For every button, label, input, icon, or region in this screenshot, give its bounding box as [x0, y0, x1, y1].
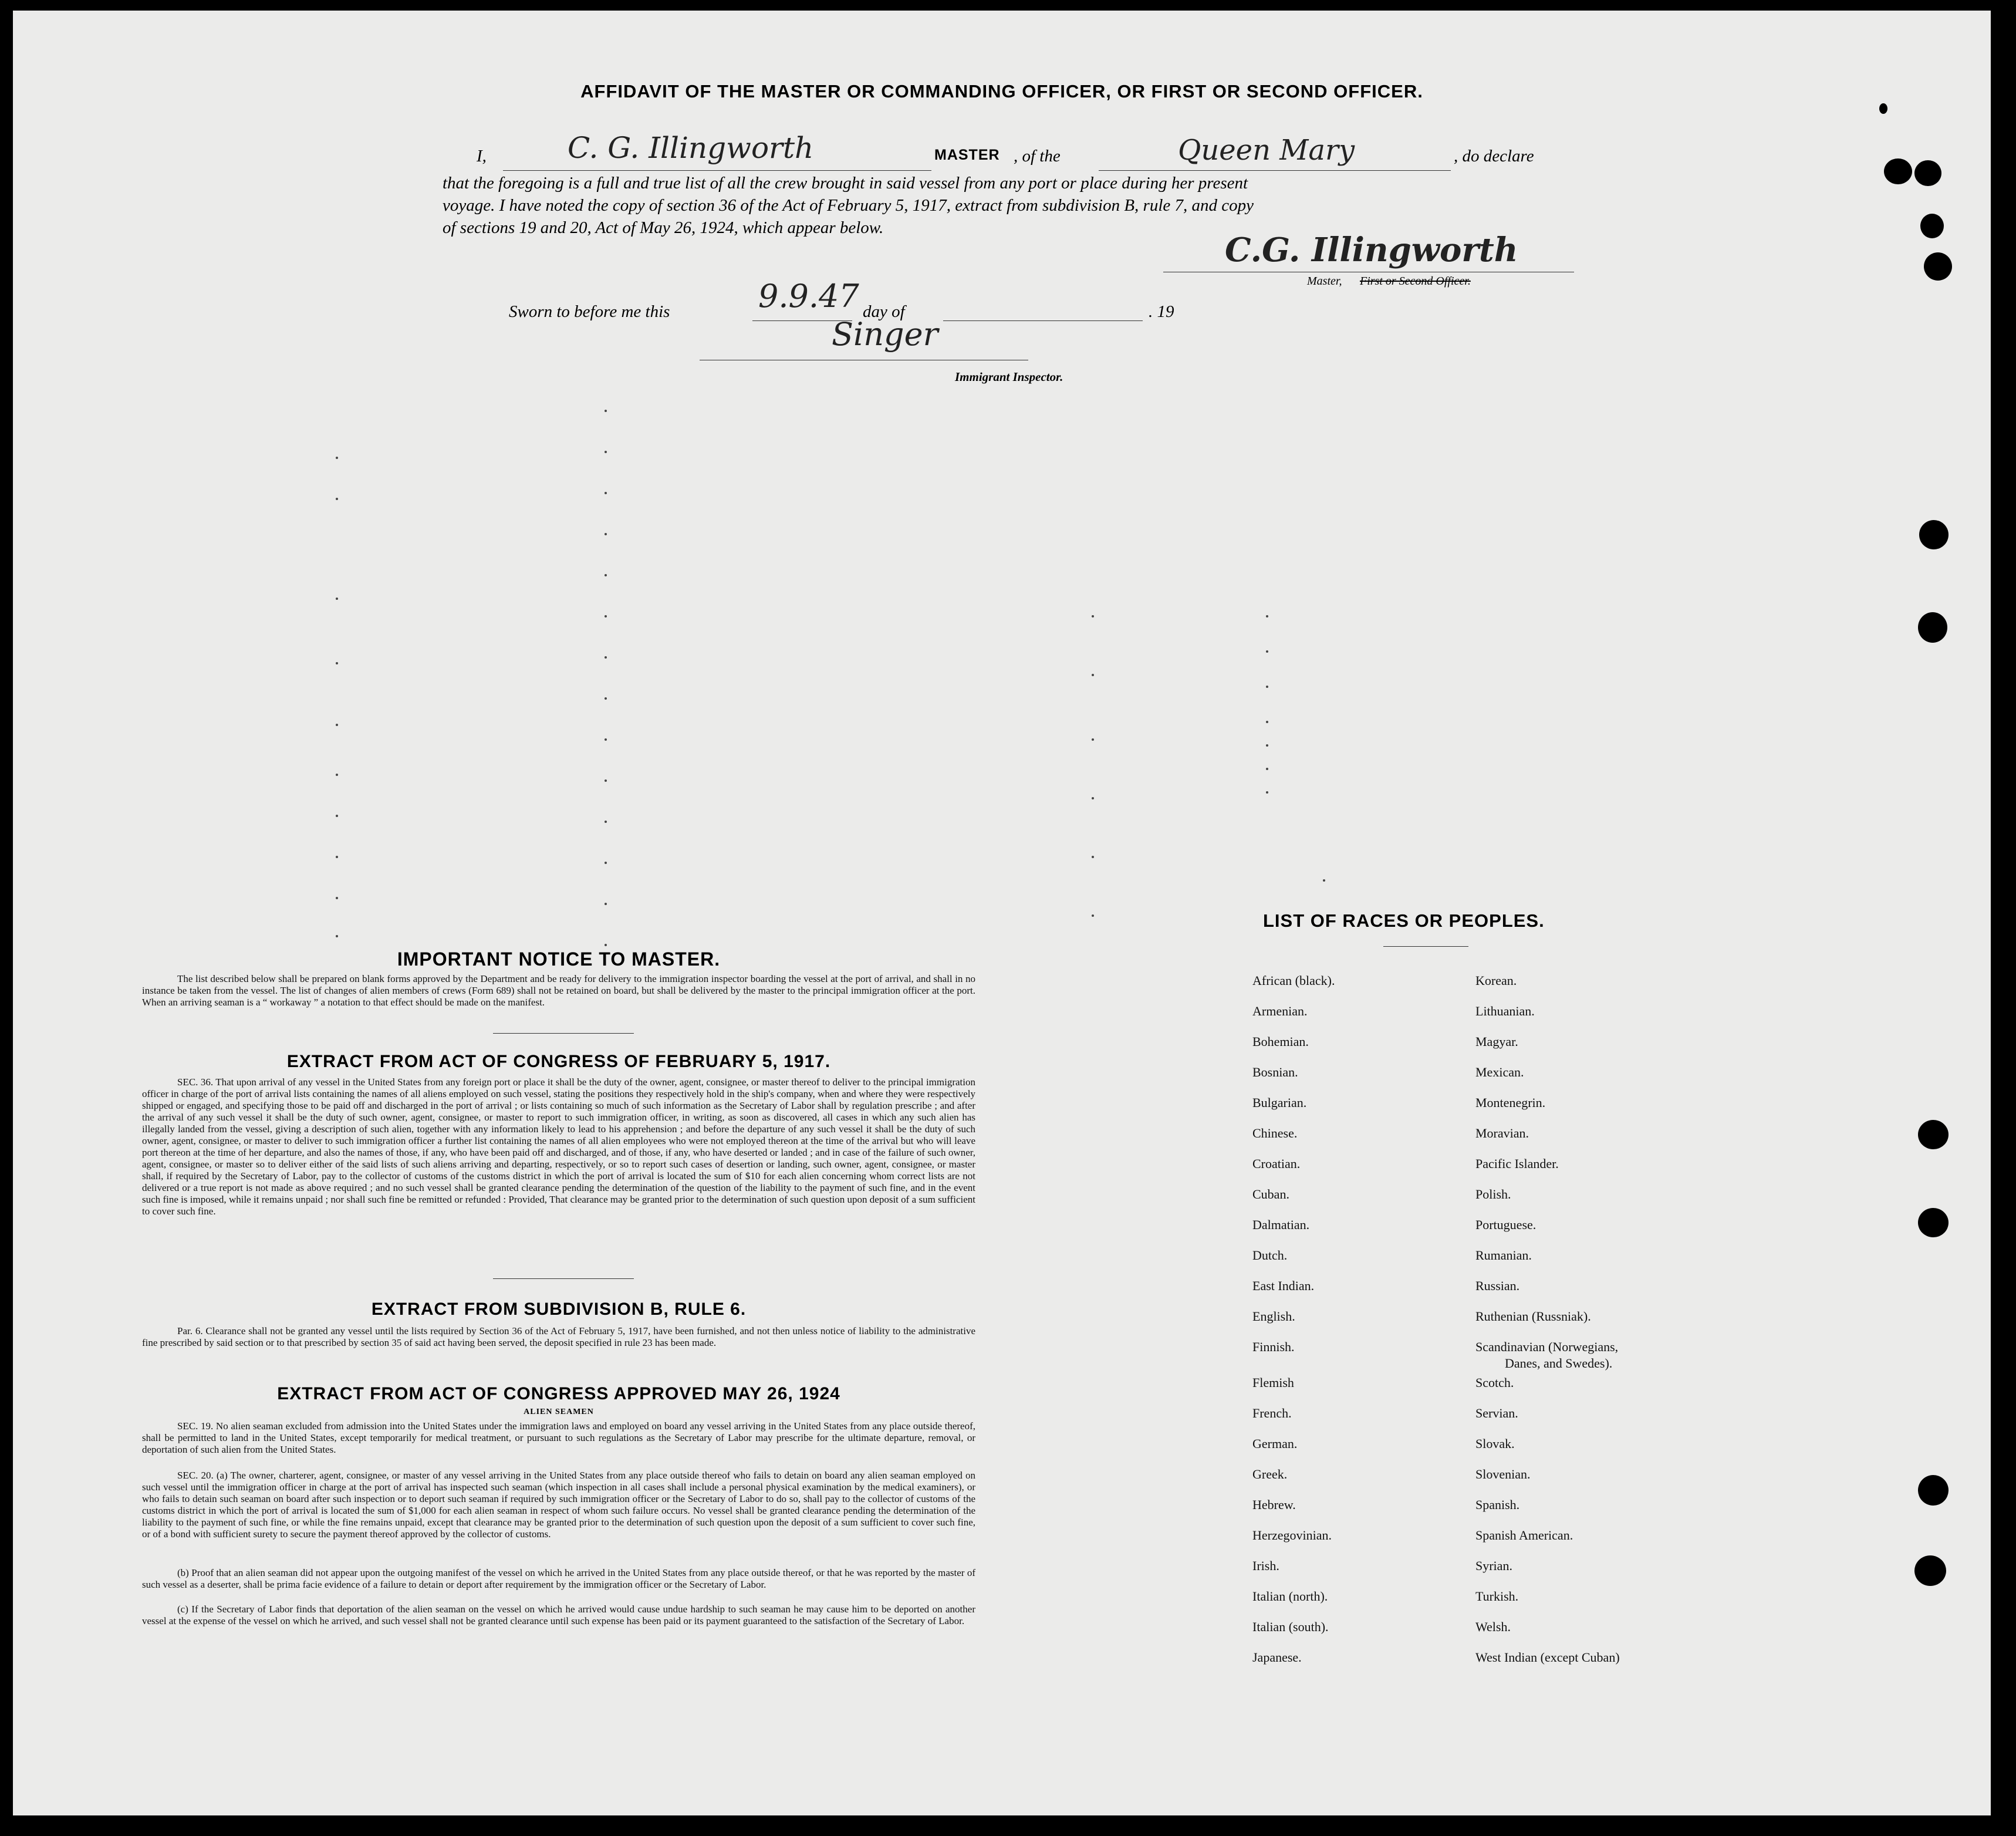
- master-name-line: [503, 170, 931, 171]
- race-item: Herzegovinian.: [1252, 1528, 1332, 1543]
- races-title: LIST OF RACES OR PEOPLES.: [1263, 910, 1545, 931]
- race-item: Turkish.: [1475, 1589, 1519, 1604]
- race-item: Bosnian.: [1252, 1065, 1298, 1079]
- master-name: C. G. Illingworth: [568, 131, 814, 165]
- master-signature: C.G. Illingworth: [1225, 231, 1518, 269]
- vessel-name-line: [1099, 170, 1451, 171]
- race-item: Russian.: [1475, 1278, 1520, 1293]
- divider: [493, 1033, 634, 1034]
- race-item: Scandinavian (Norwegians,: [1475, 1339, 1619, 1354]
- vessel-name: Queen Mary: [1178, 134, 1355, 167]
- race-item: Slovenian.: [1475, 1467, 1531, 1481]
- notice-title: IMPORTANT NOTICE TO MASTER.: [397, 949, 721, 970]
- race-item: Ruthenian (Russniak).: [1475, 1309, 1591, 1324]
- race-item: Scotch.: [1475, 1375, 1514, 1390]
- race-item: Bohemian.: [1252, 1034, 1309, 1049]
- race-item: Flemish: [1252, 1375, 1294, 1390]
- inspector-signature: Singer: [832, 316, 938, 353]
- do-declare-label: , do declare: [1454, 147, 1534, 166]
- of-the-label: , of the: [1014, 147, 1061, 166]
- sworn-label: Sworn to before me this: [509, 302, 670, 321]
- inspector-label: Immigrant Inspector.: [955, 370, 1063, 384]
- race-item: African (black).: [1252, 973, 1335, 988]
- affidavit-title: AFFIDAVIT OF THE MASTER OR COMMANDING OFFICER, OR FIRST OR SECOND OFFICER.: [580, 81, 1423, 102]
- race-item: Italian (south).: [1252, 1619, 1329, 1634]
- affidavit-line-2: that the foregoing is a full and true list of all the crew brought in said vessel from any port or place during her present: [443, 174, 1248, 193]
- race-item: Dutch.: [1252, 1248, 1288, 1263]
- alien-seamen-subtitle: ALIEN SEAMEN: [524, 1408, 594, 1416]
- extract-1917-title: EXTRACT FROM ACT OF CONGRESS OF FEBRUARY 5, 1917.: [286, 1052, 831, 1071]
- race-item: Montenegrin.: [1475, 1095, 1546, 1110]
- affidavit-line-3: voyage. I have noted the copy of section 36 of the Act of February 5, 1917, extract from subdivision B, rule 7, and copy: [443, 196, 1254, 215]
- race-item: Japanese.: [1252, 1650, 1302, 1665]
- race-item: Spanish American.: [1475, 1528, 1573, 1543]
- race-item: Magyar.: [1475, 1034, 1518, 1049]
- day-of-label: day of: [863, 302, 905, 321]
- affidavit-line-4: of sections 19 and 20, Act of May 26, 1924, which appear below.: [443, 218, 884, 237]
- race-item: Servian.: [1475, 1406, 1518, 1420]
- divider: [493, 1278, 634, 1279]
- sec-20a-text: SEC. 20. (a) The owner, charterer, agent, consignee, or master of any vessel arriving in the United States from any place outside thereof who fails to detain on board any alien seaman employed on such vessel until the immigration officer in charge at the port of arrival has inspected such seaman (which inspection in all cases shall include a personal physical examination by the medical examiners), or who fails to detain such seaman on board after such inspection or to deport such seaman if required by such immigration officer or the Secretary of Labor to do so, shall pay to the collector of customs of the customs district in which the port of arrival is located the sum of $1,000 for each alien seaman in respect of whom such failure occurs. No vessel shall be granted clearance pending the determination of the liability to the payment of such fine, or while the fine remains unpaid, except that clearance may be granted prior to the determination of such question upon the deposit of a sum sufficient to cover such fine, or of a bond with sufficient surety to secure the payment thereof approved by the collector of customs.: [142, 1470, 975, 1540]
- sec-20c-text: (c) If the Secretary of Labor finds that deportation of the alien seaman on the vessel on which he arrived would cause undue hardship to such seaman he may cause him to be deported on another vessel at the expense of the vessel on which he arrived, and such vessel shall not be granted clearance until such expense has been paid or its payment guaranteed to the satisfaction of the Secretary of Labor.: [142, 1604, 975, 1626]
- day-of-line: [943, 320, 1143, 321]
- race-item: Rumanian.: [1475, 1248, 1532, 1263]
- race-item: Irish.: [1252, 1558, 1279, 1573]
- extract-1924-title: EXTRACT FROM ACT OF CONGRESS APPROVED MAY 26, 1924: [277, 1384, 840, 1403]
- race-item: Bulgarian.: [1252, 1095, 1307, 1110]
- race-item: Cuban.: [1252, 1187, 1289, 1202]
- race-item: Armenian.: [1252, 1004, 1308, 1018]
- race-item: Slovak.: [1475, 1436, 1515, 1451]
- race-item: Pacific Islander.: [1475, 1156, 1559, 1171]
- race-item: Korean.: [1475, 973, 1517, 988]
- races-divider: [1383, 946, 1468, 947]
- race-item: Finnish.: [1252, 1339, 1295, 1354]
- race-item: Welsh.: [1475, 1619, 1511, 1634]
- document-page: [13, 11, 1991, 1815]
- race-item: Lithuanian.: [1475, 1004, 1535, 1018]
- sec-19-text: SEC. 19. No alien seaman excluded from admission into the United States under the immigration laws and employed on board any vessel arriving in the United States from any place outside thereof, shall be permitted to land in the United States, except temporarily for medical treatment, or pursuant to such regulations as the Secretary of Labor may prescribe for the ultimate departure, removal, or deportation of such alien from the United States.: [142, 1420, 975, 1455]
- race-item: West Indian (except Cuban): [1475, 1650, 1620, 1665]
- race-item: French.: [1252, 1406, 1292, 1420]
- race-item: Italian (north).: [1252, 1589, 1328, 1604]
- race-item: Chinese.: [1252, 1126, 1298, 1140]
- race-item: Spanish.: [1475, 1497, 1520, 1512]
- race-item: Syrian.: [1475, 1558, 1512, 1573]
- subdivision-b-title: EXTRACT FROM SUBDIVISION B, RULE 6.: [371, 1300, 747, 1319]
- race-item: Moravian.: [1475, 1126, 1529, 1140]
- race-item: Croatian.: [1252, 1156, 1301, 1171]
- sec-20b-text: (b) Proof that an alien seaman did not appear upon the outgoing manifest of the vessel on which he arrived in the United States from any place outside thereof, or that he was reported by the master of such vessel as a deserter, shall be prima facie evidence of a failure to detain or deport after requirement by the immigration officer or the Secretary of Labor.: [142, 1567, 975, 1590]
- notice-text: The list described below shall be prepared on blank forms approved by the Department and be ready for delivery to the immigration inspector boarding the vessel at the port of arrival, and shall in no instance be taken from the vessel. The list of changes of alien members of crews (Form 689) shall not be retained on board, but shall be delivered by the master to the principal immigration officer at the port. When an arriving seaman is a “ workaway ” a notation to that effect should be made on the manifest.: [142, 973, 975, 1008]
- year-label: . 19: [1149, 302, 1174, 321]
- race-item: Mexican.: [1475, 1065, 1524, 1079]
- sworn-date: 9.9.47: [758, 278, 859, 315]
- race-item: Greek.: [1252, 1467, 1288, 1481]
- race-item: German.: [1252, 1436, 1298, 1451]
- extract-1917-text: SEC. 36. That upon arrival of any vessel in the United States from any foreign port or place it shall be the duty of the owner, agent, consignee, or master thereof to deliver to the principal immigration officer in charge of the port of arrival lists containing the names of all aliens employed on such vessel, stating the positions they respectively hold in the ship's company, when and where they were respectively shipped or engaged, and specifying those to be paid off and discharged in the port of arrival ; or lists containing so much of such information as the Secretary of Labor shall by regulation prescribe ; and after the arrival of any such vessel it shall be the duty of such owner, agent, consignee, or master to report to such immigration officer, in writing, as soon as discovered, all cases in which any such alien has illegally landed from the vessel, giving a description of such alien, together with any information likely to lead to his apprehension ; and before the departure of any such vessel it shall be the duty of such owner, agent, consignee, or master to deliver to such immigration officer a further list containing the names of all alien employees who were not employed thereon at the time of the arrival but who will leave port thereon at the time of her departure, and also the names of those, if any, who have been paid off and discharged, and of those, if any, who have deserted or landed ; and in case of the failure of such owner, agent, consignee, or master so to deliver either of the said lists of such aliens arriving and departing, respectively, or so to report such cases of desertion or landing, such owner, agent, consignee, or master shall, if required by the Secretary of Labor, pay to the collector of customs of the customs district in which the port of arrival is located the sum of $10 for each alien concerning whom correct lists are not delivered or a true report is not made as above required ; and no such vessel shall be granted clearance pending the determination of the question of the liability to the payment of such fine, and in the event such fine is imposed, while it remains unpaid ; nor shall such fine be remitted or refunded : Provided, That clearance may be granted prior to the determination of such question upon deposit of a sum sufficient to cover such fine.: [142, 1076, 975, 1217]
- race-item-continuation: Danes, and Swedes).: [1505, 1356, 1613, 1371]
- affidavit-i: I,: [477, 147, 487, 166]
- master-label: MASTER: [934, 147, 1000, 163]
- master-title: Master,: [1307, 275, 1342, 288]
- race-item: Polish.: [1475, 1187, 1511, 1202]
- race-item: Hebrew.: [1252, 1497, 1296, 1512]
- subdivision-b-text: Par. 6. Clearance shall not be granted any vessel until the lists required by Section 36 of the Act of February 5, 1917, have been furnished, and not then unless notice of liability to the administrative fine prescribed by said section or to that prescribed by section 35 of said act having been served, the deposit specified in rule 23 has been made.: [142, 1325, 975, 1348]
- race-item: English.: [1252, 1309, 1295, 1324]
- race-item: Portuguese.: [1475, 1217, 1537, 1232]
- race-item: Dalmatian.: [1252, 1217, 1310, 1232]
- race-item: East Indian.: [1252, 1278, 1315, 1293]
- struck-officer-title: First or Second Officer.: [1360, 275, 1471, 288]
